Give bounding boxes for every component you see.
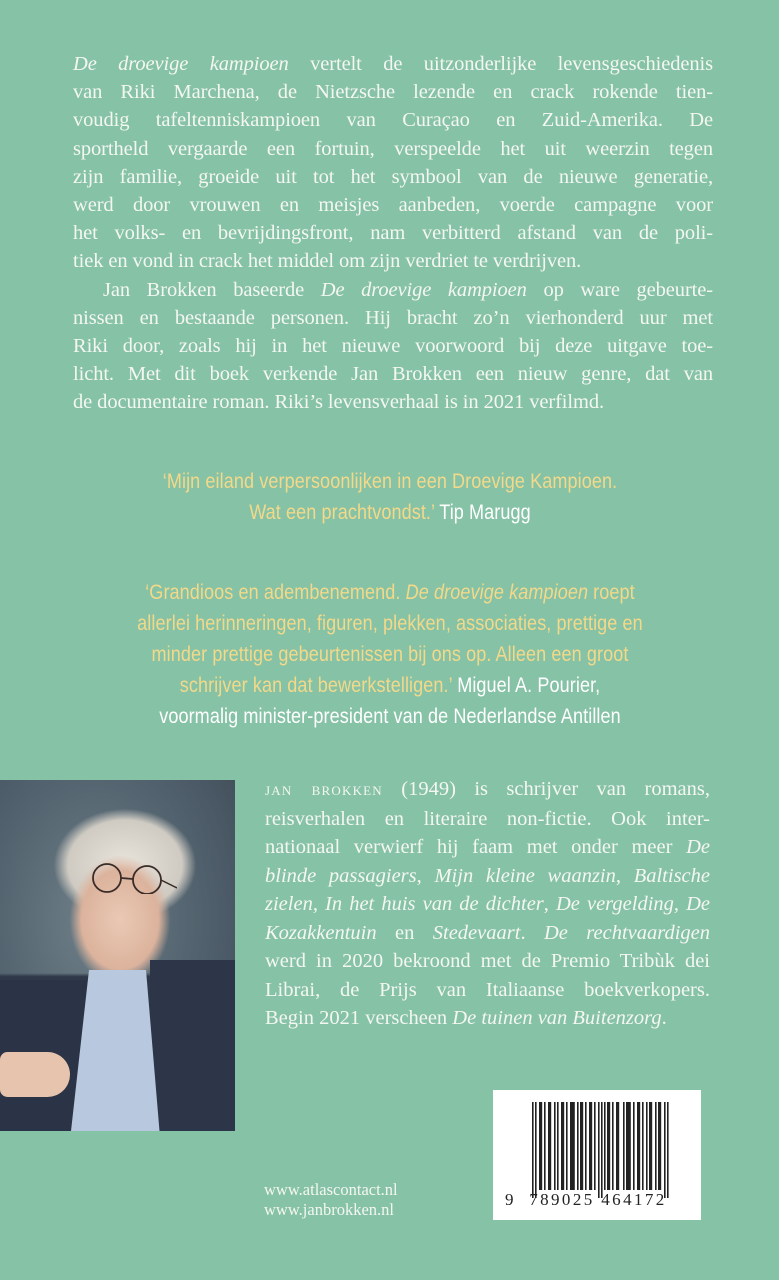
quote-line [63,670,717,701]
book-title-italic: De droevige kampioen [73,53,289,75]
review-quote-1 [89,466,691,528]
website-links [264,1180,398,1220]
bio-line: nationaal verwierf hij faam met onder meer De [265,836,710,858]
quote-text: schrijver kan dat bewerkstelligen.’ [179,674,453,697]
author-name: jan brokken [265,779,383,800]
blurb-line: werd door vrouwen en meisjes aanbeden, voerde campagne voor [73,194,713,217]
quote-author-title: voormalig minister-president van de Nederlandse Antillen [159,705,621,728]
bio-line: Kozakkentuin en Stedevaart. De rechtvaardigen [265,921,710,944]
quote-text: minder prettige gebeurtenissen bij ons op. Alleen een groot [151,643,629,666]
author-url[interactable]: www.janbrokken.nl [264,1200,394,1219]
blurb-line: voudig tafeltenniskampioen van Curaçao en Zuid-Amerika. De [73,109,713,132]
blurb-line: tiek en vond in crack het middel om zijn verdriet te verdrijven. [73,250,582,273]
bio-line: Begin 2021 verscheen De tuinen van Buitenzorg. [265,1007,667,1029]
publisher-url[interactable]: www.atlascontact.nl [264,1180,398,1199]
blurb-paragraph-2 [73,276,713,417]
review-quote-2 [63,577,717,732]
quote-author: Miguel A. Pourier, [457,674,601,697]
photo-jacket [150,960,235,1131]
quote-text: ‘Grandioos en adembenemend. De droevige kampioen roept [145,581,635,604]
quote-line [89,497,691,528]
blurb-line: Jan Brokken baseerde De droevige kampioen op ware gebeurte- [103,278,713,301]
blurb-line: licht. Met dit boek verkende Jan Brokken een nieuw genre, dat van [73,363,713,386]
book-blurb [73,50,713,417]
quote-text: ‘Mijn eiland verpersoonlijken in een Droevige Kampioen. [162,470,618,493]
author-bio [265,775,710,1033]
blurb-line: Riki door, zoals hij in het nieuwe voorwoord bij deze uitgave toe- [73,335,713,358]
blurb-line: zijn familie, groeide uit tot het symbool van de nieuwe generatie, [73,165,713,188]
bio-line: Librai, de Prijs van Italiaanse boekverkopers. [265,978,710,1001]
isbn-digits: 9 789025 464172 [505,1190,667,1209]
blurb-line: nissen en bestaande personen. Hij bracht zo’n vierhonderd uur met [73,306,713,329]
bio-line: blinde passagiers, Mijn kleine waanzin, Baltische [265,864,711,887]
blurb-line: de documentaire roman. Riki’s levensverhaal is in 2021 verfilmd. [73,391,605,414]
bio-line: reisverhalen en literaire non-fictie. Ook inter- [265,807,710,830]
quote-text: allerlei herinneringen, figuren, plekken, associaties, prettige en [137,612,643,635]
photo-hand [0,1052,70,1097]
blurb-paragraph-1 [73,50,713,276]
blurb-line: sportheld vergaarde een fortuin, verspeelde het uit weerzin tegen [73,137,713,160]
blurb-line: De droevige kampioen vertelt de uitzonderlijke levensgeschiedenis [73,53,713,75]
book-title-italic: De droevige kampioen [320,278,527,301]
quote-author: Tip Marugg [439,501,531,524]
bio-line: werd in 2020 bekroond met de Premio Tribùk dei [265,950,710,972]
blurb-line: het volks- en bevrijdingsfront, nam verbitterd afstand van de poli- [73,222,713,245]
author-photo [0,780,235,1131]
blurb-line: van Riki Marchena, de Nietzsche lezende en crack rokende tien- [73,81,713,104]
quote-text: Wat een prachtvondst.’ [249,501,435,524]
isbn-barcode [493,1090,701,1220]
bio-line: zielen, In het huis van de dichter, De vergelding, De [265,893,711,915]
bio-line: jan brokken (1949) is schrijver van romans, [265,778,711,800]
book-title-italic: De droevige kampioen [405,581,589,604]
glasses-icon [85,862,177,894]
